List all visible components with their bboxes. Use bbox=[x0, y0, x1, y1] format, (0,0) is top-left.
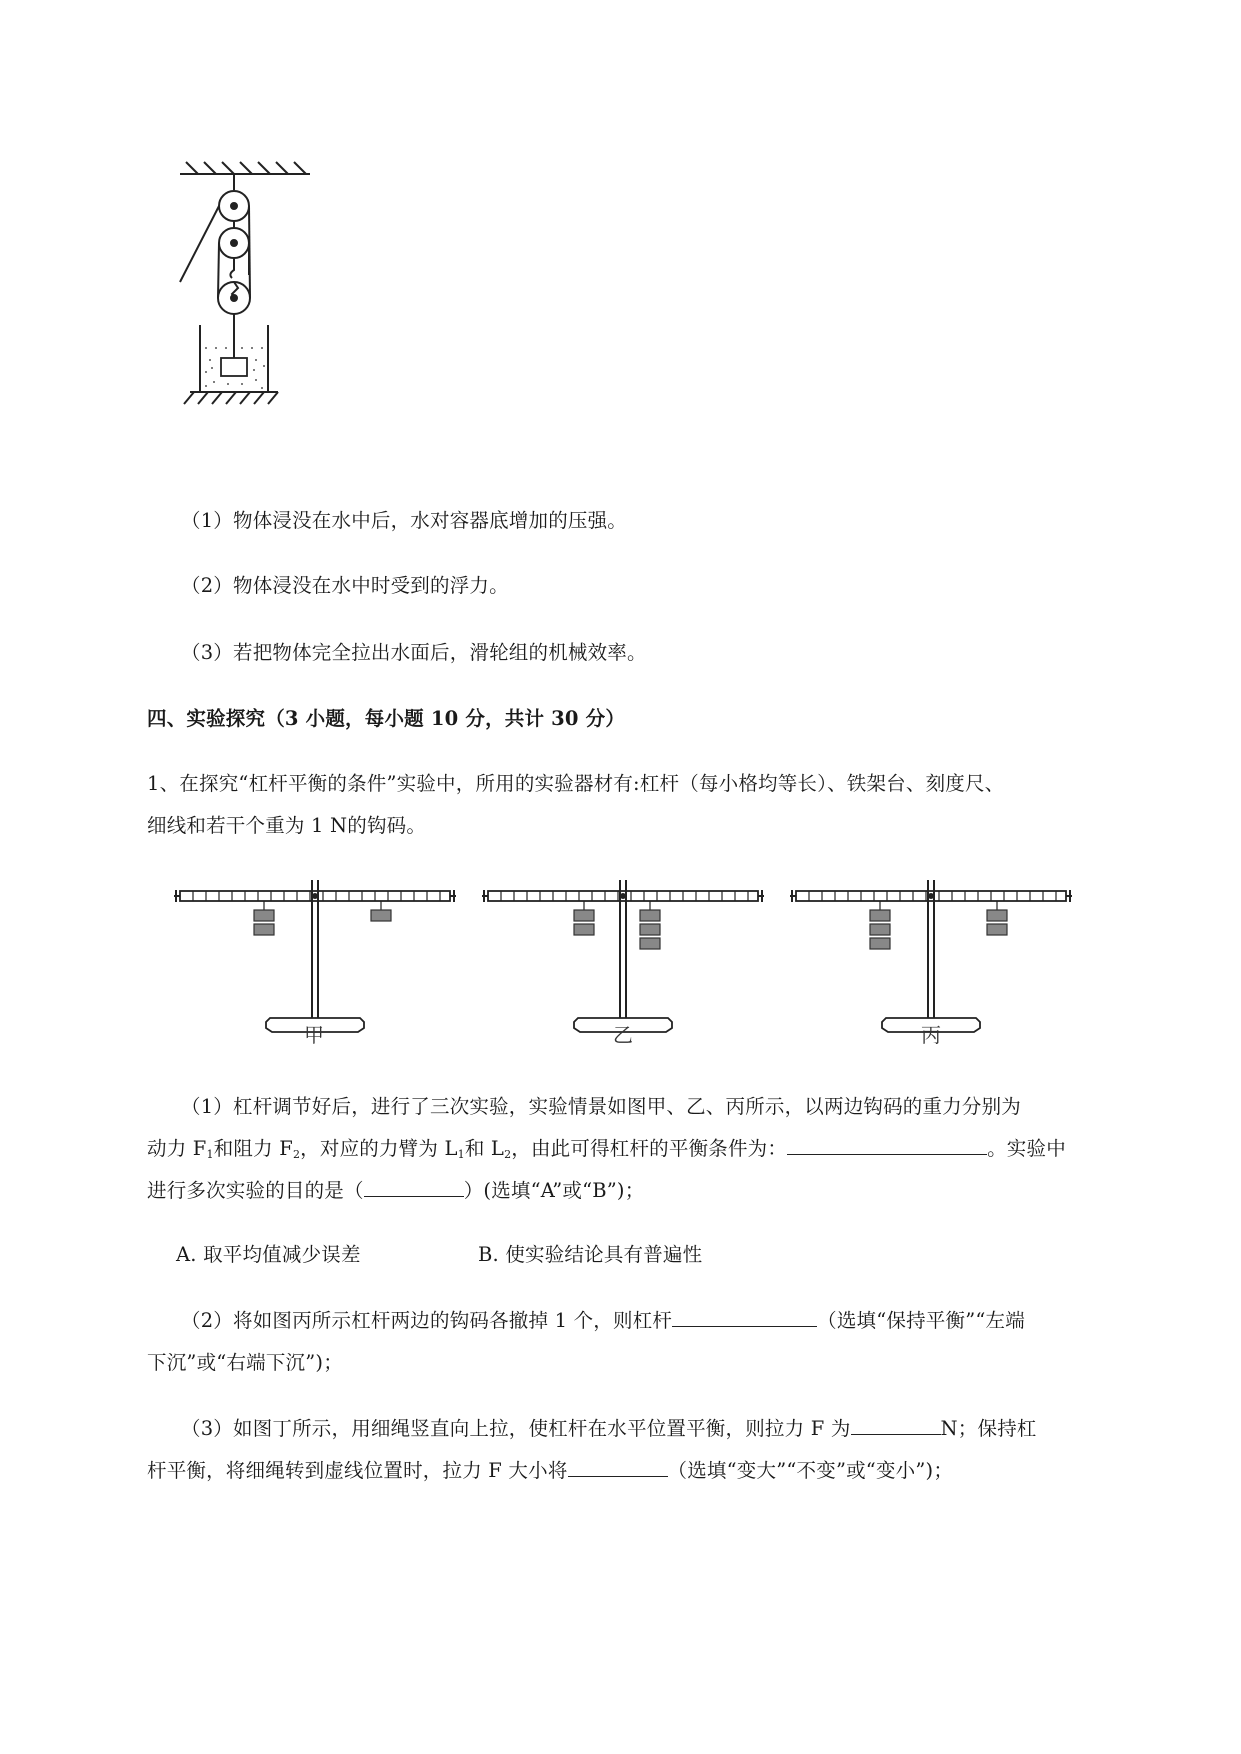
figure-label-bing: 丙 bbox=[921, 1023, 941, 1047]
q3-line1: （3）如图丁所示，用细绳竖直向上拉，使杠杆在水平位置平衡，则拉力 F 为 N；保持杠 bbox=[181, 1413, 1037, 1441]
problem-intro-line2: 细线和若干个重为 1 N的钩码。 bbox=[147, 814, 427, 837]
lever-experiment-figure bbox=[170, 870, 1090, 1050]
q1-line1: （1）杠杆调节好后，进行了三次实验，实验情景如图甲、乙、丙所示，以两边钩码的重力分别为 bbox=[181, 1095, 1022, 1118]
q1-line3: 进行多次实验的目的是（ ）(选填“A”或“B”)； bbox=[147, 1175, 644, 1203]
question-part-3: （3）若把物体完全拉出水面后，滑轮组的机械效率。 bbox=[181, 641, 647, 664]
answer-blank-lever-state[interactable] bbox=[672, 1307, 817, 1328]
pulley-system-figure bbox=[170, 160, 320, 460]
figure-label-yi: 乙 bbox=[613, 1023, 633, 1047]
figure-label-jia: 甲 bbox=[304, 1023, 324, 1047]
question-part-1: （1）物体浸没在水中后，水对容器底增加的压强。 bbox=[181, 509, 628, 532]
answer-blank-purpose[interactable] bbox=[364, 1177, 464, 1198]
q1-line2: 动力 $F_1$和阻力 $F_2$，对应的力臂为 $L_1$和 $L_2$，由此可得杠杆的平衡条件为： 。实验中 bbox=[147, 1133, 1066, 1161]
option-a: A. 取平均值减少误差 bbox=[176, 1243, 361, 1266]
answer-blank-force[interactable] bbox=[851, 1415, 941, 1436]
answer-blank-balance-condition[interactable] bbox=[787, 1135, 987, 1156]
q2-line1: （2）将如图丙所示杠杆两边的钩码各撤掉 1 个，则杠杆 （选填“保持平衡”“左端 bbox=[181, 1305, 1025, 1333]
answer-blank-force-change[interactable] bbox=[568, 1457, 668, 1478]
option-b: B. 使实验结论具有普遍性 bbox=[478, 1243, 703, 1266]
q3-line2: 杆平衡，将细绳转到虚线位置时，拉力 F 大小将 （选填“变大”“不变”或“变小”)； bbox=[147, 1455, 953, 1483]
q2-line2: 下沉”或“右端下沉”)； bbox=[147, 1351, 343, 1374]
section-heading: 四、实验探究（3 小题，每小题 10 分，共计 30 分） bbox=[147, 707, 626, 730]
question-part-2: （2）物体浸没在水中时受到的浮力。 bbox=[181, 574, 509, 597]
problem-intro-line1: 1、在探究“杠杆平衡的条件”实验中，所用的实验器材有:杠杆（每小格均等长）、铁架台、刻度尺、 bbox=[147, 772, 1005, 795]
